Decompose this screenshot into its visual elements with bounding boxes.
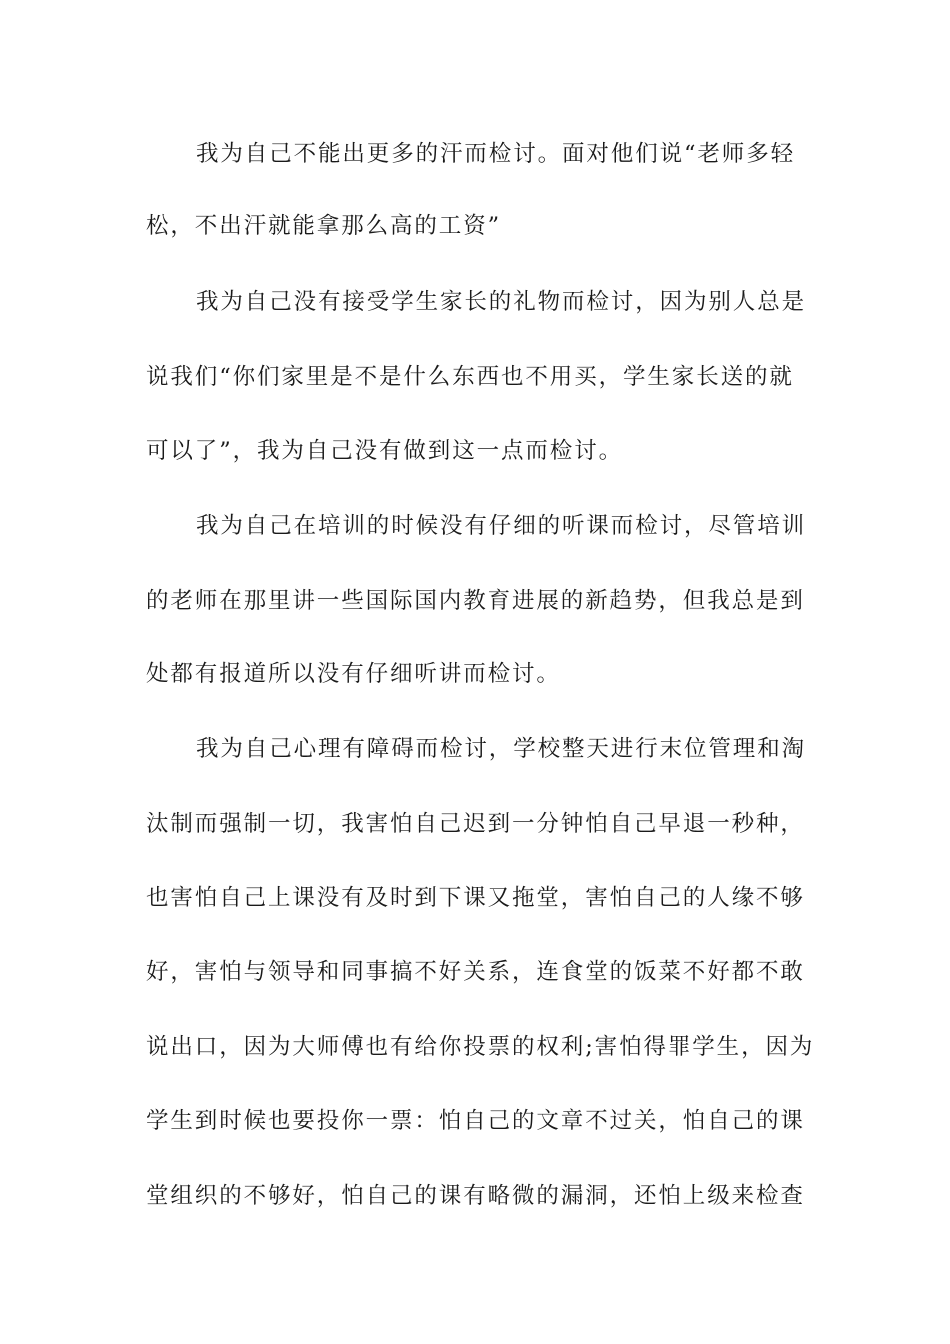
paragraph-2-line-2: 说我们“你们家里是不是什么东西也不用买，学生家长送的就 [146, 364, 794, 390]
paragraph-4-line-3: 也害怕自己上课没有及时到下课又拖堂，害怕自己的人缘不够 [146, 885, 805, 911]
paragraph-4-line-6: 学生到时候也要投你一票：怕自己的文章不过关，怕自己的课 [146, 1108, 805, 1134]
paragraph-4-line-5: 说出口，因为大师傅也有给你投票的权利;害怕得罪学生，因为 [146, 1034, 815, 1060]
paragraph-4-line-2: 汰制而强制一切，我害怕自己迟到一分钟怕自己早退一秒种， [146, 811, 805, 837]
paragraph-3-line-1: 我为自己在培训的时候没有仔细的听课而检讨，尽管培训 [196, 513, 807, 539]
paragraph-3-line-3: 处都有报道所以没有仔细听讲而检讨。 [146, 661, 561, 687]
paragraph-1-line-2: 松，不出汗就能拿那么高的工资” [146, 213, 502, 239]
paragraph-4-line-4: 好，害怕与领导和同事搞不好关系，连食堂的饭菜不好都不敢 [146, 959, 805, 985]
paragraph-3-line-2: 的老师在那里讲一些国际国内教育进展的新趋势，但我总是到 [146, 588, 805, 614]
paragraph-4-line-7: 堂组织的不够好，怕自己的课有略微的漏洞，还怕上级来检查 [146, 1183, 805, 1209]
paragraph-4-line-1: 我为自己心理有障碍而检讨，学校整天进行末位管理和淘 [196, 736, 807, 762]
paragraph-2-line-1: 我为自己没有接受学生家长的礼物而检讨，因为别人总是 [196, 289, 807, 315]
paragraph-1-line-1: 我为自己不能出更多的汗而检讨。面对他们说“老师多轻 [196, 141, 796, 167]
paragraph-2-line-3: 可以了”，我为自己没有做到这一点而检讨。 [146, 438, 624, 464]
